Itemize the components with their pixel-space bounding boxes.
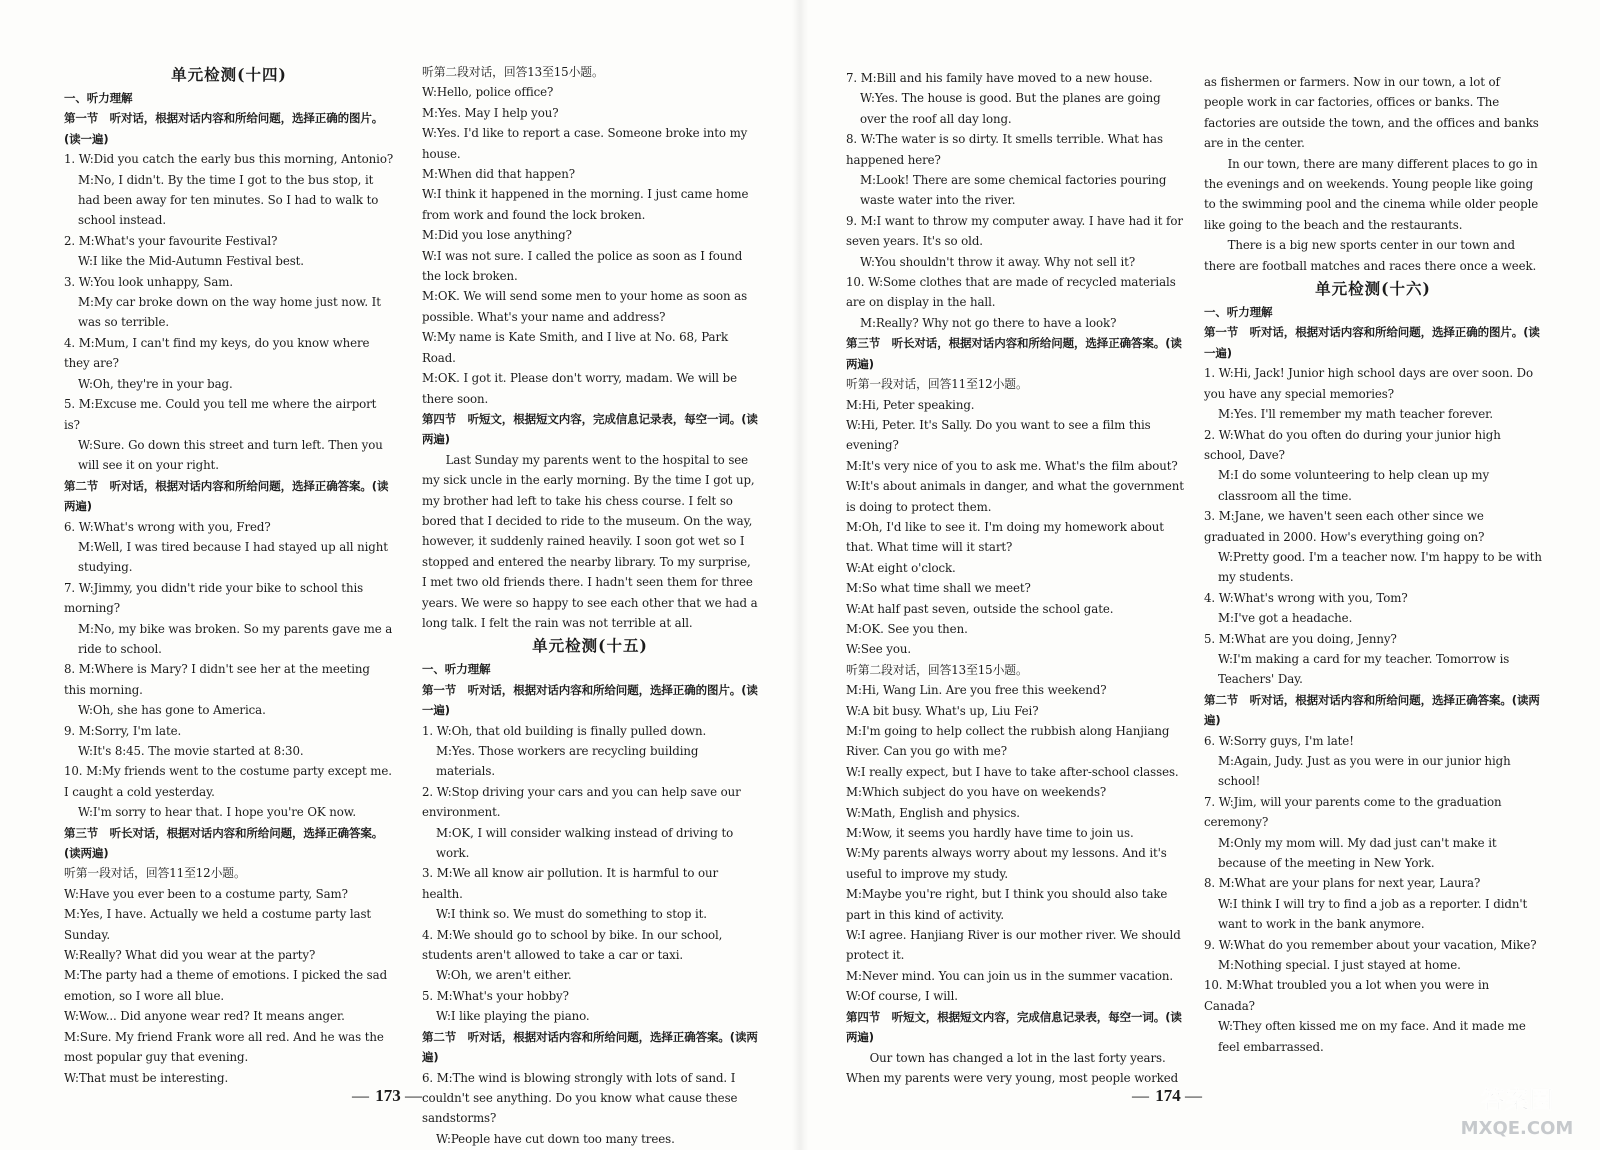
dialogue-line: 6. W:What's wrong with you, Fred? [64, 519, 271, 534]
section-instruction: 第二节 听对话，根据对话内容和所给问题，选择正确答案。(读两遍) [1204, 692, 1540, 728]
dialogue-line: W:Of course, I will. [846, 989, 958, 1004]
dialogue-line: 7. W:Jimmy, you didn't ride your bike to school this morning? [64, 580, 364, 616]
dialogue-line: W:I think it happened in the morning. I just came home from work and found the lock broken. [422, 187, 749, 222]
dialogue-line: M:Wow, it seems you hardly have time to join us. [846, 826, 1134, 841]
dialogue-line: M:Did you lose anything? [422, 228, 572, 243]
dialogue-line: 3. W:You look unhappy, Sam. [64, 274, 234, 289]
section-instruction: 第四节 听短文，根据短文内容，完成信息记录表，每空一词。(读两遍) [846, 1009, 1182, 1045]
dialogue-line: M:Hi, Wang Lin. Are you free this weekend? [846, 683, 1107, 698]
dialogue-line: W:Hi, Peter. It's Sally. Do you want to see a film this evening? [846, 417, 1151, 453]
section-title: 单元检测(十六) [1315, 279, 1431, 299]
dialogue-line: 1. W:Hi, Jack! Junior high school days are over soon. Do you have any special memories? [1204, 366, 1534, 401]
dialogue-line: W:I'm sorry to hear that. I hope you're OK now. [78, 805, 357, 820]
dialogue-line: W:Yes. I'd like to report a case. Someone broke into my house. [422, 126, 748, 161]
dialogue-line: W:My parents always worry about my lessons. And it's useful to improve my study. [846, 846, 1167, 881]
dialogue-line: M:When did that happen? [422, 167, 575, 182]
dialogue-line: 5. M:Excuse me. Could you tell me where the airport is? [64, 397, 377, 432]
dialogue-line: W:Have you ever been to a costume party, Sam? [64, 886, 348, 901]
right-page-column-1 [846, 68, 1184, 1088]
text-line: 听第一段对话，回答11至12小题。 [846, 377, 1028, 392]
section-instruction: 第一节 听对话，根据对话内容和所给问题，选择正确的图片。(读一遍) [1204, 325, 1540, 360]
dialogue-line: 1. W:Did you catch the early bus this morning, Antonio? [64, 152, 394, 167]
dialogue-line: W:I'm making a card for my teacher. Tomorrow is Teachers' Day. [1218, 651, 1510, 687]
dialogue-line: W:Oh, she has gone to America. [78, 703, 266, 718]
page-number-right: — 174 — [1132, 1086, 1204, 1105]
dialogue-line: W:That must be interesting. [64, 1070, 229, 1085]
dialogue-line: W:See you. [846, 642, 911, 657]
dialogue-line: 5. M:What are you doing, Jenny? [1204, 631, 1397, 646]
left-page-column-2 [422, 62, 758, 1149]
dialogue-line: M:The party had a theme of emotions. I picked the sad emotion, so I wore all blue. [64, 968, 388, 1003]
dialogue-line: W:Math, English and physics. [846, 805, 1020, 820]
part-heading: 一、听力理解 [422, 662, 491, 677]
dialogue-line: W:It's 8:45. The movie started at 8:30. [78, 744, 304, 758]
dialogue-line: M:Yes. Those workers are recycling building materials. [436, 744, 699, 779]
dialogue-line: M:Hi, Peter speaking. [846, 397, 975, 412]
dialogue-line: W:Yes. The house is good. But the planes are going over the roof all day long. [860, 91, 1161, 126]
dialogue-line: 3. M:Jane, we haven't seen each other since we graduated in 2000. How's everything going on? [1204, 509, 1485, 544]
dialogue-line: 4. W:What's wrong with you, Tom? [1204, 590, 1408, 605]
dialogue-line: M:Nothing special. I just stayed at home. [1218, 958, 1461, 973]
dialogue-line: M:I've got a headache. [1218, 611, 1353, 626]
text-line: 听第二段对话，回答13至15小题。 [846, 662, 1028, 677]
dialogue-line: W:I think so. We must do something to stop it. [436, 907, 707, 922]
dialogue-line: W:At half past seven, outside the school gate. [846, 601, 1114, 616]
dialogue-line: M:OK, I will consider walking instead of driving to work. [436, 825, 734, 861]
dialogue-line: M:OK. See you then. [846, 621, 968, 636]
dialogue-line: M:It's very nice of you to ask me. What's the film about? [846, 458, 1178, 473]
page-number-left: — 173 — [352, 1086, 424, 1105]
section-instruction: 第二节 听对话，根据对话内容和所给问题，选择正确答案。(读两遍) [422, 1029, 758, 1065]
dialogue-line: M:Never mind. You can join us in the summer vacation. [846, 968, 1174, 983]
dialogue-line: 1. W:Oh, that old building is finally pulled down. [422, 723, 707, 738]
text-line: 听第一段对话，回答11至12小题。 [64, 866, 246, 881]
dialogue-line: W:Wow... Did anyone wear red? It means anger. [64, 1009, 345, 1024]
text-line: 听第二段对话，回答13至15小题。 [422, 65, 604, 79]
dialogue-line: M:Again, Judy. Just as you were in our junior high school! [1218, 754, 1511, 789]
dialogue-line: M:Yes, I have. Actually we held a costume party last Sunday. [64, 907, 372, 942]
passage-paragraph: There is a big new sports center in our town and there are football matches and races there once a week. [1204, 238, 1537, 273]
dialogue-line: 10. M:What troubled you a lot when you were in Canada? [1204, 978, 1490, 1013]
section-instruction: 第二节 听对话，根据对话内容和所给问题，选择正确答案。(读两遍) [64, 478, 389, 514]
dialogue-line: 7. W:Jim, will your parents come to the graduation ceremony? [1204, 794, 1502, 830]
dialogue-line: M:OK. We will send some men to your home as soon as possible. What's your name and address? [422, 289, 748, 324]
dialogue-line: M:Yes. I'll remember my math teacher forever. [1218, 407, 1494, 422]
dialogue-line: 7. M:Bill and his family have moved to a new house. [846, 71, 1153, 85]
dialogue-line: M:Oh, I'd like to see it. I'm doing my homework about that. What time will it start? [846, 519, 1164, 555]
dialogue-line: W:Pretty good. I'm a teacher now. I'm happy to be with my students. [1218, 549, 1542, 585]
dialogue-line: M:Which subject do you have on weekends? [846, 785, 1107, 800]
dialogue-line: W:They often kissed me on my face. And it made me feel embarrassed. [1218, 1019, 1526, 1054]
dialogue-line: W:At eight o'clock. [846, 560, 956, 575]
watermark-top: 答案圈 [1481, 1086, 1553, 1114]
dialogue-line: M:No, my bike was broken. So my parents gave me a ride to school. [78, 621, 393, 656]
dialogue-line: W:Oh, they're in your bag. [78, 376, 233, 391]
section-instruction: 第一节 听对话，根据对话内容和所给问题，选择正确的图片。(读一遍) [64, 111, 384, 146]
dialogue-line: M:Look! There are some chemical factories pouring waste water into the river. [860, 173, 1167, 208]
dialogue-line: W:I really expect, but I have to take after-school classes. [846, 764, 1179, 779]
left-page-column-1 [64, 62, 394, 1088]
dialogue-line: M:Sure. My friend Frank wore all red. And he was the most popular guy that evening. [64, 1029, 384, 1065]
passage-paragraph: Last Sunday my parents went to the hospital to see my sick uncle in the early morning. By the time I got up, my brother had left to take his chess course. I felt so bored that I decided to ride to the museum. On the way, however, it suddenly rained heavily. I soon got wet so I stopped and entered the nearby library. To my surprise, I met two old friends there. I hadn't seen them for three years. We were so happy to see each other that we had a long talk. I felt the rain was not terrible at all. [422, 452, 758, 630]
dialogue-line: 8. M:What are your plans for next year, Laura? [1204, 876, 1481, 891]
dialogue-line: W:Oh, we aren't either. [436, 968, 572, 983]
dialogue-line: 4. M:Mum, I can't find my keys, do you know where they are? [64, 335, 370, 371]
dialogue-line: W:My name is Kate Smith, and I live at No. 68, Park Road. [422, 330, 729, 365]
dialogue-line: W:It's about animals in danger, and what the government is doing to protect them. [846, 479, 1184, 514]
dialogue-line: 2. M:What's your favourite Festival? [64, 233, 278, 248]
dialogue-line: 4. M:We should go to school by bike. In our school, students aren't allowed to take a car or taxi. [422, 927, 723, 963]
dialogue-line: 9. M:I want to throw my computer away. I have had it for seven years. It's so old. [846, 213, 1183, 249]
dialogue-line: 8. M:Where is Mary? I didn't see her at the meeting this morning. [64, 662, 370, 697]
dialogue-line: M:Only my mom will. My dad just can't make it because of the meeting in New York. [1218, 835, 1497, 871]
dialogue-line: 8. W:The water is so dirty. It smells terrible. What has happened here? [846, 132, 1163, 167]
dialogue-line: 6. W:Sorry guys, I'm late! [1204, 733, 1354, 748]
part-heading: 一、听力理解 [64, 91, 133, 105]
dialogue-line: 10. M:My friends went to the costume party except me. I caught a cold yesterday. [64, 764, 392, 799]
dialogue-line: 2. W:What do you often do during your junior high school, Dave? [1204, 427, 1501, 462]
dialogue-line: M:I do some volunteering to help clean up my classroom all the time. [1218, 468, 1490, 503]
section-instruction: 第一节 听对话，根据对话内容和所给问题，选择正确的图片。(读一遍) [422, 682, 758, 718]
section-instruction: 第四节 听短文，根据短文内容，完成信息记录表，每空一词。(读两遍) [422, 411, 758, 447]
dialogue-line: W:Sure. Go down this street and turn left. Then you will see it on your right. [78, 437, 383, 473]
dialogue-line: W:I like the Mid-Autumn Festival best. [78, 254, 304, 269]
section-title: 单元检测(十四) [171, 65, 287, 84]
dialogue-line: W:A bit busy. What's up, Liu Fei? [846, 703, 1039, 718]
dialogue-line: W:You shouldn't throw it away. Why not sell it? [860, 254, 1136, 269]
dialogue-line: W:I was not sure. I called the police as soon as I found the lock broken. [422, 248, 743, 284]
section-title: 单元检测(十五) [532, 636, 648, 656]
dialogue-line: 9. M:Sorry, I'm late. [64, 723, 182, 738]
dialogue-line: 9. W:What do you remember about your vacation, Mike? [1204, 937, 1537, 952]
dialogue-line: M:So what time shall we meet? [846, 581, 1031, 596]
section-instruction: 第三节 听长对话，根据对话内容和所给问题，选择正确答案。(读两遍) [64, 825, 384, 861]
dialogue-line: M:OK. I got it. Please don't worry, madam. We will be there soon. [422, 371, 737, 406]
dialogue-line: W:I agree. Hanjiang River is our mother river. We should protect it. [846, 928, 1181, 963]
dialogue-line: 6. M:The wind is blowing strongly with lots of sand. I couldn't see anything. Do you know what cause these sandstorms? [422, 1070, 738, 1126]
dialogue-line: 5. M:What's your hobby? [422, 988, 569, 1003]
dialogue-line: W:I like playing the piano. [436, 1009, 590, 1024]
dialogue-line: 2. W:Stop driving your cars and you can help save our environment. [422, 784, 741, 820]
dialogue-line: 3. M:We all know air pollution. It is harmful to our health. [422, 866, 719, 901]
dialogue-line: M:My car broke down on the way home just now. It was so terrible. [78, 295, 381, 330]
dialogue-line: W:People have cut down too many trees. [436, 1131, 675, 1146]
dialogue-line: 10. W:Some clothes that are made of recycled materials are on display in the hall. [846, 275, 1176, 310]
page-gutter [792, 0, 808, 1150]
dialogue-line: M:Well, I was tired because I had stayed up all night studying. [78, 539, 388, 575]
text-line: as fishermen or farmers. Now in our town, a lot of people work in car factories, offices or banks. The factories are outside the town, and the offices and banks are in the center. [1204, 75, 1539, 151]
dialogue-line: M:Yes. May I help you? [422, 105, 559, 120]
watermark-bottom: MXQE.COM [1460, 1118, 1574, 1139]
dialogue-line: M:Really? Why not go there to have a look? [860, 315, 1117, 330]
dialogue-line: W:I think I will try to find a job as a reporter. I didn't want to work in the bank anymore. [1218, 896, 1528, 932]
part-heading: 一、听力理解 [1204, 305, 1273, 320]
dialogue-line: W:Hello, police office? [422, 85, 554, 100]
watermark-logo-icon [1452, 1082, 1582, 1140]
right-page-column-2 [1204, 72, 1542, 1057]
dialogue-line: M:I'm going to help collect the rubbish along Hanjiang River. Can you go with me? [846, 724, 1170, 759]
dialogue-line: M:No, I didn't. By the time I got to the bus stop, it had been away for ten minutes. So I had to walk to school instead. [78, 172, 379, 228]
passage-paragraph: In our town, there are many different places to go in the evenings and on weekends. Young people like going to the swimming pool and the cinema while older people like going to the beach and the restaurants. [1204, 156, 1539, 232]
dialogue-line: M:Maybe you're right, but I think you should also take part in this kind of activity. [846, 887, 1168, 922]
section-instruction: 第三节 听长对话，根据对话内容和所给问题，选择正确答案。(读两遍) [846, 336, 1182, 371]
page-number-right-value: 174 [1155, 1086, 1181, 1105]
dialogue-line: W:Really? What did you wear at the party? [64, 948, 316, 963]
passage-paragraph: Our town has changed a lot in the last forty years. When my parents were very young, most people worked [846, 1050, 1179, 1085]
page-number-left-value: 173 [375, 1086, 401, 1105]
